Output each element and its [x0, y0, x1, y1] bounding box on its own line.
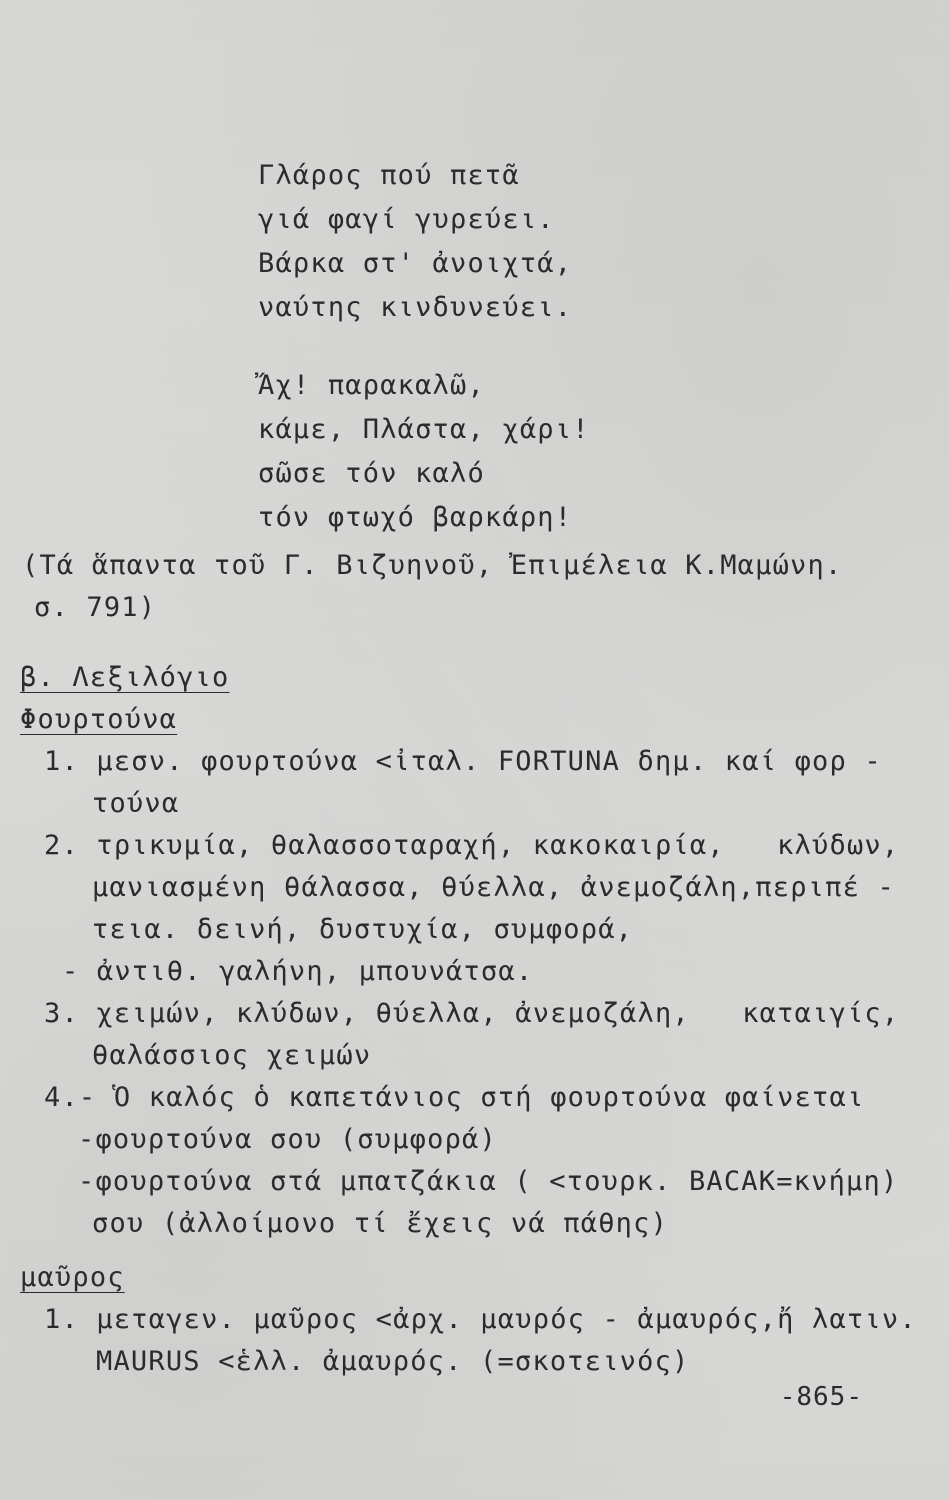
section-heading: β. Λεξιλόγιο — [20, 662, 230, 693]
source-citation: σ. 791) — [34, 592, 157, 623]
page-number: -865- — [779, 1382, 863, 1412]
entry-line: μανιασμένη θάλασσα, θύελλα, ἀνεμοζάλη,περιπέ - — [92, 872, 895, 903]
poem-line: γιά φαγί γυρεύει. — [258, 204, 555, 235]
entry-line: τεια. δεινή, δυστυχία, συμφορά, — [92, 914, 634, 945]
poem-line: κάμε, Πλάστα, χάρι! — [258, 414, 590, 445]
entry-line: -φουρτούνα σου (συμφορά) — [78, 1124, 497, 1155]
entry-line: τούνα — [92, 788, 180, 819]
poem-line: Βάρκα στ' ἀνοιχτά, — [258, 248, 573, 279]
entry-line: 1. μεταγεν. μαῦρος <ἀρχ. μαυρός - ἀμαυρός,ἤ λατιν. — [44, 1304, 917, 1335]
entry-line: 2. τρικυμία, θαλασσοταραχή, κακοκαιρία, κλύδων, — [44, 830, 900, 861]
entry-line: MAURUS <ἑλλ. ἀμαυρός. (=σκοτεινός) — [96, 1346, 690, 1377]
entry-line: σου (ἀλλοίμονο τί ἔχεις νά πάθης) — [92, 1208, 669, 1239]
poem-line: Γλάρος πού πετᾶ — [258, 160, 520, 191]
poem-line: Ἄχ! παρακαλῶ, — [258, 370, 485, 401]
source-citation: (Τά ἅπαντα τοῦ Γ. Βιζυηνοῦ, Ἐπιμέλεια Κ.Μαμώνη. — [22, 550, 843, 581]
entry-line: -φουρτούνα στά μπατζάκια ( <τουρκ. BACAK=κνήμη) — [78, 1166, 899, 1197]
poem-line: ναύτης κινδυνεύει. — [258, 292, 573, 323]
poem-line: τόν φτωχό βαρκάρη! — [258, 502, 573, 533]
headword: μαῦρος — [20, 1262, 125, 1293]
entry-line: θαλάσσιος χειμών — [92, 1040, 372, 1071]
entry-line: - ἀντιθ. γαλήνη, μπουνάτσα. — [62, 956, 534, 987]
entry-line: 1. μεσν. φουρτούνα <ἰταλ. FORTUNA δημ. καί φορ - — [44, 746, 882, 777]
entry-line: 4.- Ὁ καλός ὁ καπετάνιος στή φουρτούνα φαίνεται — [44, 1082, 865, 1113]
poem-line: σῶσε τόν καλό — [258, 458, 485, 489]
headword: Φουρτούνα — [20, 704, 178, 735]
entry-line: 3. χειμών, κλύδων, θύελλα, ἀνεμοζάλη, καταιγίς, — [44, 998, 900, 1029]
